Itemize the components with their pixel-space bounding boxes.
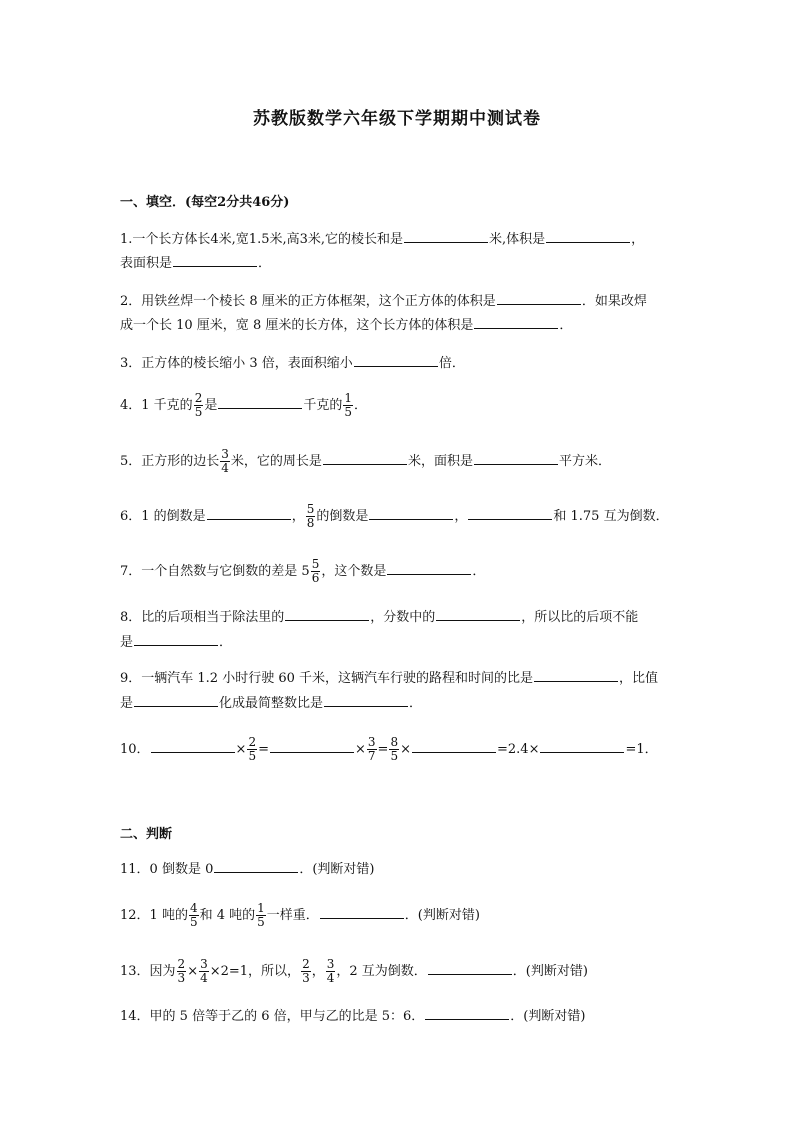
answer-blank[interactable] bbox=[354, 352, 438, 367]
q12-text: 一样重． bbox=[266, 908, 319, 923]
fraction bbox=[343, 392, 353, 419]
question-1 bbox=[120, 228, 680, 251]
answer-blank[interactable] bbox=[134, 631, 218, 646]
numerator: 4 bbox=[189, 901, 198, 915]
q10-text: × bbox=[235, 742, 247, 757]
q6-text: 6．1 的倒数是 bbox=[120, 509, 206, 524]
q5-text: 平方米． bbox=[558, 454, 611, 469]
answer-blank[interactable] bbox=[285, 606, 369, 621]
q10-text: × bbox=[400, 742, 411, 757]
q11-text: ．(判断对错) bbox=[299, 862, 375, 877]
q2-text: ．如果改焊 bbox=[581, 294, 647, 309]
numerator: 2 bbox=[194, 391, 203, 405]
fraction bbox=[311, 558, 321, 585]
fraction bbox=[301, 958, 311, 985]
q5-text: 米，面积是 bbox=[407, 454, 473, 469]
answer-blank[interactable] bbox=[387, 560, 471, 575]
question-13 bbox=[120, 958, 680, 985]
q4-text: 是 bbox=[204, 398, 218, 413]
fraction bbox=[177, 958, 187, 985]
fraction bbox=[256, 902, 266, 929]
q9-text: 9．一辆汽车 1.2 小时行驶 60 千米，这辆汽车行驶的路程和时间的比是 bbox=[120, 671, 534, 686]
question-6 bbox=[120, 503, 680, 530]
q9-text: 化成最简整数比是 bbox=[219, 696, 324, 711]
denominator: 5 bbox=[344, 405, 352, 419]
q13-text: ．(判断对错) bbox=[512, 964, 588, 979]
q5-text: 5．正方形的边长 bbox=[120, 454, 220, 469]
question-2 bbox=[120, 290, 680, 313]
q1-text: 米,体积是 bbox=[489, 232, 546, 247]
answer-blank[interactable] bbox=[173, 252, 257, 267]
question-9 bbox=[120, 667, 680, 690]
q2-text: ． bbox=[559, 318, 573, 333]
numerator: 5 bbox=[306, 502, 315, 516]
denominator: 6 bbox=[311, 571, 320, 585]
answer-blank[interactable] bbox=[320, 904, 404, 919]
answer-blank[interactable] bbox=[270, 738, 354, 753]
q8-text: ，分数中的 bbox=[370, 610, 436, 625]
q7-text: ． bbox=[472, 564, 486, 579]
denominator: 5 bbox=[257, 915, 265, 929]
q5-text: 米，它的周长是 bbox=[230, 454, 322, 469]
numerator: 2 bbox=[302, 957, 310, 971]
q4-text: 千克的 bbox=[303, 398, 343, 413]
denominator: 5 bbox=[194, 405, 203, 419]
q12-text: 和 4 吨的 bbox=[199, 908, 256, 923]
q8-text: ． bbox=[219, 635, 233, 650]
answer-blank[interactable] bbox=[369, 505, 453, 520]
numerator: 3 bbox=[221, 447, 229, 461]
q10-text: =2.4× bbox=[497, 742, 540, 757]
answer-blank[interactable] bbox=[207, 505, 291, 520]
q14-text: ．(判断对错) bbox=[510, 1009, 586, 1024]
q6-text: ， bbox=[454, 509, 468, 524]
q10-text: =1． bbox=[625, 742, 658, 757]
question-8 bbox=[120, 606, 680, 629]
q7-text: 7．一个自然数与它倒数的差是 5 bbox=[120, 564, 310, 579]
q11-text: 11．0 倒数是 0 bbox=[120, 862, 214, 877]
question-1-cont bbox=[120, 252, 680, 275]
answer-blank[interactable] bbox=[151, 738, 235, 753]
numerator: 1 bbox=[344, 391, 352, 405]
q12-text: ．(判断对错) bbox=[404, 908, 480, 923]
q4-text: 4．1 千克的 bbox=[120, 398, 193, 413]
q13-text: ×2=1，所以， bbox=[209, 964, 301, 979]
answer-blank[interactable] bbox=[323, 450, 407, 465]
denominator: 7 bbox=[367, 749, 376, 763]
answer-blank[interactable] bbox=[546, 228, 630, 243]
q4-text: ． bbox=[354, 398, 368, 413]
answer-blank[interactable] bbox=[497, 290, 581, 305]
q10-text: = bbox=[258, 742, 269, 757]
numerator: 3 bbox=[367, 735, 376, 749]
answer-blank[interactable] bbox=[425, 1005, 509, 1020]
q6-text: ， bbox=[291, 509, 305, 524]
question-5 bbox=[120, 448, 680, 475]
q6-text: 和 1.75 互为倒数． bbox=[553, 509, 669, 524]
question-12 bbox=[120, 902, 680, 929]
question-4 bbox=[120, 392, 680, 419]
q3-text: 3．正方体的棱长缩小 3 倍，表面积缩小 bbox=[120, 356, 353, 371]
q13-text: ，2 互为倒数． bbox=[336, 964, 427, 979]
numerator: 3 bbox=[200, 957, 208, 971]
fraction bbox=[194, 392, 204, 419]
fraction bbox=[189, 902, 199, 929]
question-7 bbox=[120, 558, 680, 585]
q7-text: ，这个数是 bbox=[321, 564, 387, 579]
q9-text: 是 bbox=[120, 696, 134, 711]
q1-text: 1.一个长方体长4米,宽1.5米,高3米,它的棱长和是 bbox=[120, 232, 404, 247]
fraction bbox=[389, 736, 399, 763]
answer-blank[interactable] bbox=[436, 606, 520, 621]
answer-blank[interactable] bbox=[534, 667, 618, 682]
q14-text: 14．甲的 5 倍等于乙的 6 倍，甲与乙的比是 5：6． bbox=[120, 1009, 425, 1024]
answer-blank[interactable] bbox=[214, 858, 298, 873]
section-heading-fill-in: 一、填空．(每空2分共46分) bbox=[120, 195, 290, 210]
q10-text: = bbox=[377, 742, 389, 757]
denominator: 3 bbox=[177, 971, 186, 985]
answer-blank[interactable] bbox=[324, 692, 408, 707]
q2-text: 2．用铁丝焊一个棱长 8 厘米的正方体框架，这个正方体的体积是 bbox=[120, 294, 496, 309]
fraction bbox=[199, 958, 209, 985]
answer-blank[interactable] bbox=[134, 692, 218, 707]
question-9-cont bbox=[120, 692, 680, 715]
answer-blank[interactable] bbox=[474, 314, 558, 329]
numerator: 8 bbox=[390, 735, 399, 749]
q10-text: × bbox=[355, 742, 366, 757]
answer-blank[interactable] bbox=[540, 738, 624, 753]
answer-blank[interactable] bbox=[474, 450, 558, 465]
q13-text: ， bbox=[311, 964, 325, 979]
fraction bbox=[367, 736, 377, 763]
denominator: 4 bbox=[221, 461, 229, 475]
q9-text: ，比值 bbox=[619, 671, 659, 686]
q10-text: 10． bbox=[120, 742, 150, 757]
denominator: 4 bbox=[326, 971, 335, 985]
question-3 bbox=[120, 352, 680, 375]
answer-blank[interactable] bbox=[218, 394, 302, 409]
q6-text: 的倒数是 bbox=[316, 509, 369, 524]
page-title: 苏教版数学六年级下学期期中测试卷 bbox=[253, 109, 541, 129]
q13-text: 13．因为 bbox=[120, 964, 176, 979]
denominator: 5 bbox=[248, 749, 257, 763]
q1-text: 表面积是 bbox=[120, 256, 173, 271]
q8-text: 是 bbox=[120, 635, 134, 650]
question-10 bbox=[120, 736, 680, 763]
denominator: 8 bbox=[306, 516, 315, 530]
numerator: 2 bbox=[177, 957, 186, 971]
q3-text: 倍． bbox=[438, 356, 465, 371]
q13-text: × bbox=[187, 964, 199, 979]
denominator: 3 bbox=[302, 971, 310, 985]
question-2-cont bbox=[120, 314, 680, 337]
numerator: 3 bbox=[326, 957, 335, 971]
denominator: 5 bbox=[390, 749, 399, 763]
answer-blank[interactable] bbox=[412, 738, 496, 753]
q2-text: 成一个长 10 厘米，宽 8 厘米的长方体，这个长方体的体积是 bbox=[120, 318, 474, 333]
q1-text: ． bbox=[258, 256, 272, 271]
question-8-cont bbox=[120, 631, 680, 654]
answer-blank[interactable] bbox=[428, 960, 512, 975]
q8-text: ，所以比的后项不能 bbox=[521, 610, 639, 625]
question-11 bbox=[120, 858, 680, 881]
fraction bbox=[220, 448, 230, 475]
q9-text: ． bbox=[409, 696, 423, 711]
answer-blank[interactable] bbox=[404, 228, 488, 243]
question-14 bbox=[120, 1005, 680, 1028]
q8-text: 8．比的后项相当于除法里的 bbox=[120, 610, 285, 625]
section-heading-judge: 二、判断 bbox=[120, 827, 173, 842]
q1-text: ， bbox=[631, 232, 645, 247]
denominator: 5 bbox=[189, 915, 198, 929]
fraction bbox=[326, 958, 336, 985]
numerator: 1 bbox=[257, 901, 265, 915]
answer-blank[interactable] bbox=[468, 505, 552, 520]
fraction bbox=[306, 503, 316, 530]
q12-text: 12．1 吨的 bbox=[120, 908, 188, 923]
numerator: 2 bbox=[248, 735, 257, 749]
denominator: 4 bbox=[200, 971, 208, 985]
numerator: 5 bbox=[311, 557, 320, 571]
fraction bbox=[247, 736, 257, 763]
